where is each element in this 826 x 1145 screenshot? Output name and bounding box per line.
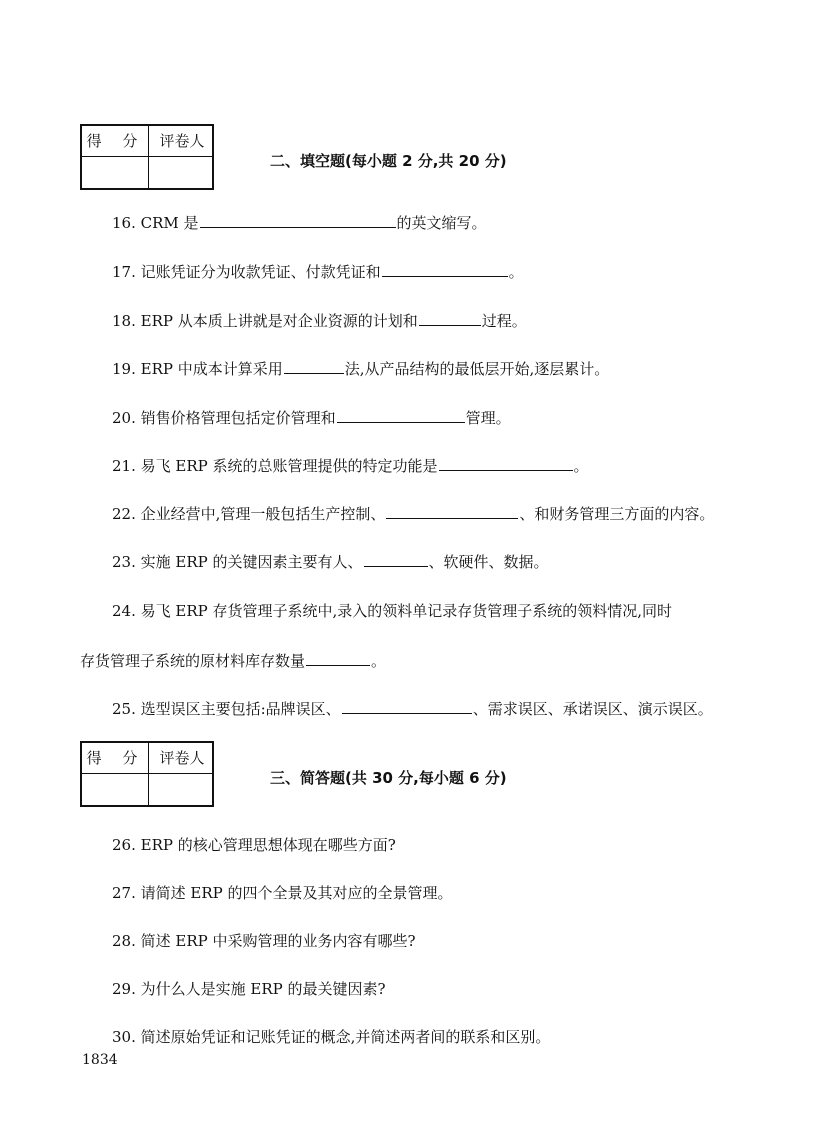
- answer-blank[interactable]: [200, 213, 396, 228]
- grader-label: 评卷人: [159, 749, 205, 767]
- page-number: 1834: [82, 1052, 118, 1068]
- question-19: 19. ERP 中成本计算采用 法,从产品结构的最低层开始,逐层累计。: [112, 360, 610, 378]
- section3-title: 三、简答题(共 30 分,每小题 6 分): [270, 769, 507, 787]
- answer-blank[interactable]: [386, 504, 518, 519]
- score-label: 得 分: [86, 749, 146, 767]
- answer-blank[interactable]: [419, 311, 481, 326]
- question-22: 22. 企业经营中,管理一般包括生产控制、 、和财务管理三方面的内容。: [112, 505, 715, 523]
- question-24: 24. 易飞 ERP 存货管理子系统中,录入的领料单记录存货管理子系统的领料情况,同时: [112, 602, 673, 620]
- answer-blank[interactable]: [382, 262, 508, 277]
- question-16: 16. CRM 是 的英文缩写。: [112, 214, 487, 232]
- score-box-section3: [80, 741, 214, 807]
- score-box-section2: [80, 124, 214, 190]
- grader-label: 评卷人: [159, 132, 205, 150]
- question-20: 20. 销售价格管理包括定价管理和 管理。: [112, 409, 511, 427]
- question-30: 30. 简述原始凭证和记账凭证的概念,并简述两者间的联系和区别。: [112, 1028, 551, 1046]
- answer-blank[interactable]: [342, 699, 472, 714]
- answer-blank[interactable]: [306, 651, 370, 666]
- question-26: 26. ERP 的核心管理思想体现在哪些方面?: [112, 836, 396, 854]
- question-25: 25. 选型误区主要包括:品牌误区、 、需求误区、承诺误区、演示误区。: [112, 700, 713, 718]
- question-18: 18. ERP 从本质上讲就是对企业资源的计划和 过程。: [112, 312, 527, 330]
- answer-blank[interactable]: [439, 456, 573, 471]
- question-17: 17. 记账凭证分为收款凭证、付款凭证和 。: [112, 263, 524, 281]
- answer-blank[interactable]: [364, 552, 428, 567]
- question-29: 29. 为什么人是实施 ERP 的最关键因素?: [112, 980, 386, 998]
- question-27: 27. 请简述 ERP 的四个全景及其对应的全景管理。: [112, 884, 453, 902]
- question-23: 23. 实施 ERP 的关键因素主要有人、 、软硬件、数据。: [112, 553, 549, 571]
- question-28: 28. 简述 ERP 中采购管理的业务内容有哪些?: [112, 932, 416, 950]
- question-21: 21. 易飞 ERP 系统的总账管理提供的特定功能是 。: [112, 457, 589, 475]
- section2-title: 二、填空题(每小题 2 分,共 20 分): [270, 152, 507, 170]
- answer-blank[interactable]: [284, 359, 344, 374]
- answer-blank[interactable]: [337, 408, 465, 423]
- question-24-cont: 存货管理子系统的原材料库存数量 。: [80, 652, 387, 670]
- score-label: 得 分: [86, 132, 146, 150]
